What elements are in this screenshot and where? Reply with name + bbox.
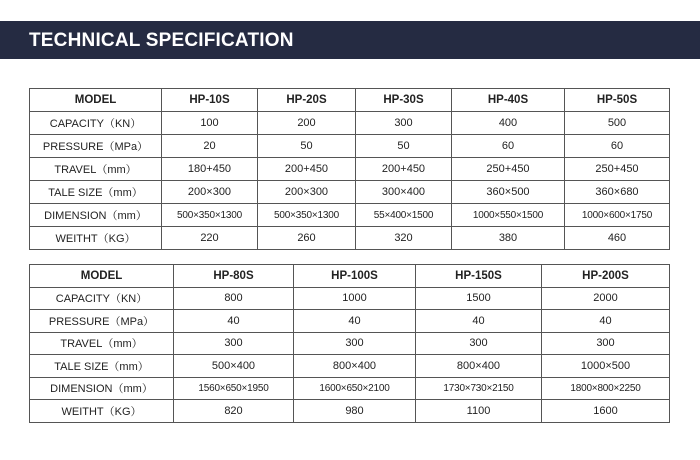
row-label: PRESSURE（MPa） <box>30 135 162 158</box>
table-cell: 360×680 <box>565 181 670 204</box>
page-title: TECHNICAL SPECIFICATION <box>29 30 294 51</box>
title-banner <box>0 21 700 59</box>
table-row <box>30 158 670 181</box>
table-cell: 40 <box>416 310 542 333</box>
table-cell: 820 <box>174 400 294 423</box>
table-cell: 50 <box>356 135 452 158</box>
row-label: WEITHT（KG） <box>30 227 162 250</box>
row-label: PRESSURE（MPa） <box>30 310 174 333</box>
table-row <box>30 135 670 158</box>
table-cell: 300 <box>174 332 294 355</box>
table-cell: 200 <box>258 112 356 135</box>
table-row <box>30 181 670 204</box>
table-cell: 220 <box>162 227 258 250</box>
table-cell: 1800×800×2250 <box>542 377 670 400</box>
table-cell: 1000 <box>294 287 416 310</box>
table-cell: 400 <box>452 112 565 135</box>
header-label: MODEL <box>30 265 174 288</box>
table-cell: 1730×730×2150 <box>416 377 542 400</box>
table-row <box>30 400 670 423</box>
table-row <box>30 204 670 227</box>
table-header-row <box>30 89 670 112</box>
table-cell: 360×500 <box>452 181 565 204</box>
row-label: TRAVEL（mm） <box>30 332 174 355</box>
model-cell: HP-10S <box>162 89 258 112</box>
row-label: CAPACITY（KN） <box>30 287 174 310</box>
table-row <box>30 112 670 135</box>
table-cell: 380 <box>452 227 565 250</box>
spec-table-1 <box>29 88 670 250</box>
row-label: DIMENSION（mm） <box>30 204 162 227</box>
table-cell: 800×400 <box>294 355 416 378</box>
model-cell: HP-40S <box>452 89 565 112</box>
table-cell: 980 <box>294 400 416 423</box>
table-cell: 250+450 <box>565 158 670 181</box>
table-cell: 60 <box>565 135 670 158</box>
table-cell: 1560×650×1950 <box>174 377 294 400</box>
table-cell: 20 <box>162 135 258 158</box>
table-cell: 500×350×1300 <box>258 204 356 227</box>
table-cell: 250+450 <box>452 158 565 181</box>
row-label: TRAVEL（mm） <box>30 158 162 181</box>
table-cell: 1100 <box>416 400 542 423</box>
model-cell: HP-200S <box>542 265 670 288</box>
table-cell: 1000×550×1500 <box>452 204 565 227</box>
table-cell: 180+450 <box>162 158 258 181</box>
table-cell: 40 <box>542 310 670 333</box>
table-row <box>30 377 670 400</box>
model-cell: HP-80S <box>174 265 294 288</box>
spec-table-2 <box>29 264 670 423</box>
table-cell: 500×400 <box>174 355 294 378</box>
table-cell: 1500 <box>416 287 542 310</box>
row-label: DIMENSION（mm） <box>30 377 174 400</box>
table-cell: 300 <box>416 332 542 355</box>
table-row <box>30 287 670 310</box>
table-cell: 50 <box>258 135 356 158</box>
table-cell: 200×300 <box>258 181 356 204</box>
table-cell: 1600×650×2100 <box>294 377 416 400</box>
table-cell: 800 <box>174 287 294 310</box>
table-cell: 300 <box>542 332 670 355</box>
table-cell: 200×300 <box>162 181 258 204</box>
table-cell: 2000 <box>542 287 670 310</box>
table-row <box>30 310 670 333</box>
table-cell: 40 <box>294 310 416 333</box>
table-cell: 800×400 <box>416 355 542 378</box>
model-cell: HP-20S <box>258 89 356 112</box>
table-cell: 300 <box>294 332 416 355</box>
row-label: TALE SIZE（mm） <box>30 355 174 378</box>
table-row <box>30 227 670 250</box>
table-cell: 300 <box>356 112 452 135</box>
row-label: WEITHT（KG） <box>30 400 174 423</box>
table-cell: 500×350×1300 <box>162 204 258 227</box>
table-row <box>30 355 670 378</box>
table-cell: 100 <box>162 112 258 135</box>
table-cell: 200+450 <box>356 158 452 181</box>
table-row <box>30 332 670 355</box>
table-cell: 320 <box>356 227 452 250</box>
row-label: TALE SIZE（mm） <box>30 181 162 204</box>
table-cell: 500 <box>565 112 670 135</box>
row-label: CAPACITY（KN） <box>30 112 162 135</box>
table-cell: 1600 <box>542 400 670 423</box>
table-cell: 1000×500 <box>542 355 670 378</box>
header-label: MODEL <box>30 89 162 112</box>
table-cell: 55×400×1500 <box>356 204 452 227</box>
table-cell: 260 <box>258 227 356 250</box>
model-cell: HP-100S <box>294 265 416 288</box>
model-cell: HP-150S <box>416 265 542 288</box>
table-cell: 200+450 <box>258 158 356 181</box>
model-cell: HP-50S <box>565 89 670 112</box>
table-cell: 60 <box>452 135 565 158</box>
table-cell: 300×400 <box>356 181 452 204</box>
table-cell: 1000×600×1750 <box>565 204 670 227</box>
table-cell: 460 <box>565 227 670 250</box>
table-cell: 40 <box>174 310 294 333</box>
model-cell: HP-30S <box>356 89 452 112</box>
table-header-row <box>30 265 670 288</box>
